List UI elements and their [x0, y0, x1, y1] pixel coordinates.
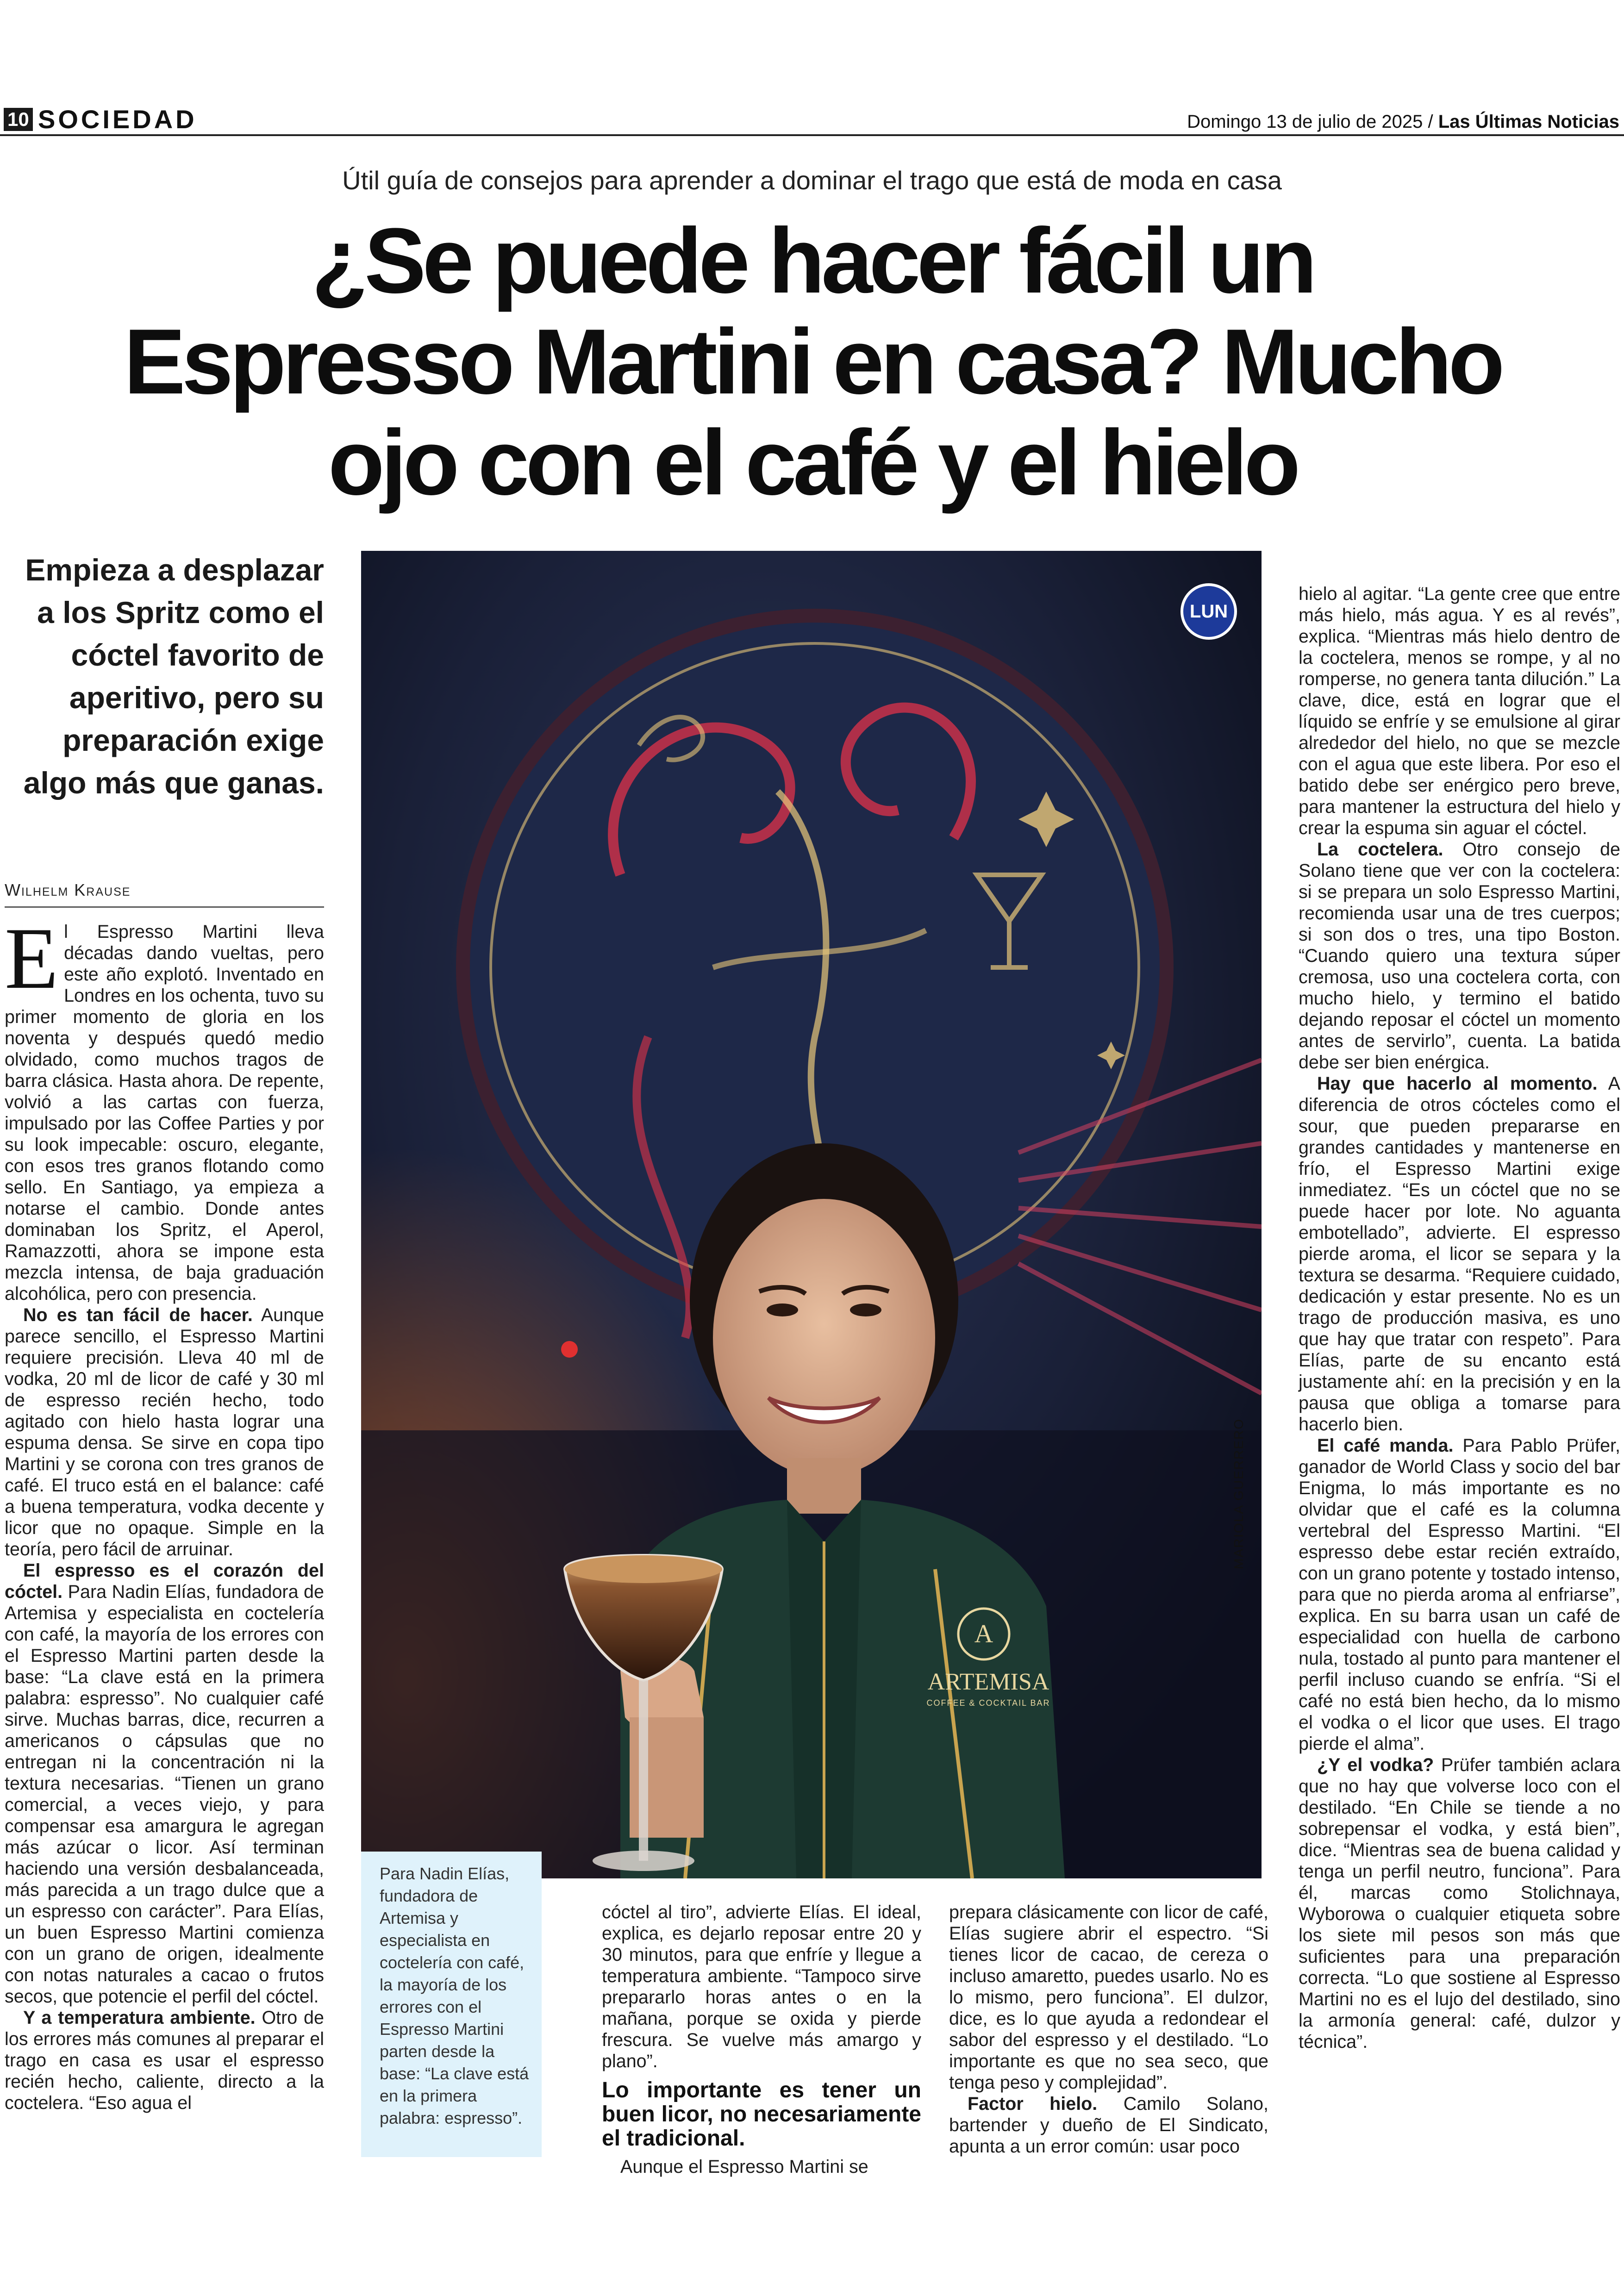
- article-paragraph: cóctel al tiro”, advierte Elías. El ideal, explica, es dejarlo reposar entre 20 y 30 minutos, para que enfríe y llegue a temperatura ambiente. “Tampoco sirve prepararlo horas antes o en la mañana, porque se oxida y pierde frescura. Se vuelve más amargo y plano”.: [602, 1902, 921, 2071]
- photo-caption: Para Nadin Elías, fundadora de Artemisa y especialista en coctelería con café, la mayoría de los errores con el Espresso Martini parten desde la base: “La clave está en la primera palabra: espresso”.: [361, 1852, 542, 2157]
- headline-line-3: ojo con el café y el hielo: [328, 411, 1297, 514]
- issue-date: Domingo 13 de julio de 2025: [1187, 112, 1423, 132]
- publication-name: Las Últimas Noticias: [1438, 112, 1619, 132]
- article-paragraph: [5, 1560, 324, 2007]
- hero-photo: [361, 551, 1262, 1878]
- author-name: Wilhelm Krause: [5, 880, 131, 899]
- header-rule: [0, 134, 1624, 136]
- subhead: La coctelera.: [1317, 839, 1443, 860]
- paragraph-text: Otro de los errores más comunes al preparar el trago en casa es usar el espresso recién hecho, caliente, directo a la coctelera. “Eso agua el: [5, 2008, 324, 2113]
- paragraph-text: Para Pablo Prüfer, ganador de World Class y socio del bar Enigma, lo más importante es no olvidar que el café es la columna vertebral del Espresso Martini. “El espresso debe estar recién extraído, con un grano potente y tostado intenso, para que no pierda aroma al enfriarse”, explica. En su barra usan un café de especialidad con huella de carbono nula, tostado al punto para mantener el perfil incluso cuando se enfría. “Si el café no está bien hecho, da lo mismo el vodka o el licor que uses. El trago pierde el alma”.: [1299, 1435, 1620, 1754]
- dateline: [1187, 111, 1619, 133]
- subhead-large: Lo importante es tener un buen licor, no necesariamente el tradicional.: [602, 2078, 921, 2151]
- apron-subtitle: COFFEE & COCKTAIL BAR: [926, 1698, 1050, 1708]
- apron-brand: ARTEMISA: [927, 1669, 1049, 1695]
- headline-line-1: ¿Se puede hacer fácil un: [311, 209, 1314, 312]
- subhead: Y a temperatura ambiente.: [23, 2008, 256, 2028]
- bartender-photo-illustration: [361, 551, 1262, 1878]
- paragraph-text: Para Nadin Elías, fundadora de Artemisa y especialista en coctelería con café, la mayoría de los errores con el Espresso Martini parten desde la base: “La clave está en la primera palabra: espresso”. No cualquier café sirve. Muchas barras, dice, recurren a americanos o cápsulas que no entregan ni la concentración ni la textura necesarias. “Tienen un grano comercial, a veces viejo, y para compensar esa amargura le agregan más azúcar o licor. Así terminan haciendo una versión desbalanceada, más parecida a un trago dulce que a un espresso con carácter”. Para Elías, un buen Espresso Martini comienza con un grano de origen, idealmente con notas naturales a cacao o frutos secos, que potencie el perfil del cóctel.: [5, 1582, 324, 2007]
- paragraph-text: Otro consejo de Solano tiene que ver con la coctelera: si se prepara un solo Espresso Martini, recomienda usar una de tres cuerpos; si son dos o tres, una tipo Boston. “Cuando quiero una textura súper cremosa, uso una coctelera corta, con mucho hielo, y termino el batido dejando reposar el cóctel un momento antes de servirlo”, cuenta. La batida debe ser bien enérgica.: [1299, 839, 1621, 1073]
- column-3: [949, 1902, 1268, 2157]
- column-4: [1299, 583, 1620, 2052]
- paragraph-text: A diferencia de otros cócteles como el sour, que pueden prepararse en grandes cantidades y mantenerse en frío, el Espresso Martini exige inmediatez. “Es un cóctel que no se puede hacer por lote. No aguanta embotellado”, advierte. El espresso pierde aroma, el licor se separa y la textura se desarma. “Requiere cuidado, dedicación y estar presente. No es un trago de producción masiva, es uno que hay que tratar con respeto”. Para Elías, parte de su encanto está justamente ahí: en la precisión y en la pausa que obliga a tomarse para hacerlo bien.: [1299, 1073, 1620, 1434]
- intro-text: l Espresso Martini lleva décadas dando vueltas, pero este año explotó. Inventado en Londres en los ochenta, tuvo su primer momento de gloria en los noventa y después quedó medio olvidado, como muchos tragos de barra clásica. Hasta ahora. De repente, volvió a las cartas con fuerza, impulsado por las Coffee Parties y por su look impecable: oscuro, elegante, con esos tres granos flotando como sello. En Santiago, ya empieza a notarse el cambio. Donde antes dominaban los Spritz, el Aperol, Ramazzotti, ahora se impone esta mezcla intensa, de baja graduación alcohólica, pero con presencia.: [5, 922, 324, 1304]
- article-paragraph: [5, 910, 324, 1304]
- page-number: 10: [4, 108, 33, 131]
- column-2: [602, 1902, 921, 2177]
- headline: [83, 211, 1542, 513]
- section-name: SOCIEDAD: [38, 105, 197, 134]
- subhead: No es tan fácil de hacer.: [23, 1305, 253, 1325]
- article-paragraph: prepara clásicamente con licor de café, Elías sugiere abrir el espectro. “Si tienes licor de cacao, de cereza o incluso amaretto, puedes usarlo. No es lo mismo, pero funciona”. El dulzor, dice, es lo que ayuda a redondear el sabor del espresso y el destilado. “Lo importante es que no sea seco, que tenga peso y complejidad”.: [949, 1902, 1268, 2093]
- drop-cap: E: [5, 910, 59, 1007]
- kicker: Útil guía de consejos para aprender a dominar el trago que está de moda en casa: [342, 166, 1282, 195]
- article-paragraph: hielo al agitar. “La gente cree que entre más hielo, más agua. Y es al revés”, explica. “Mientras más hielo dentro de la coctelera, menos se rompe, y al no romperse, no genera tanta dilución.” La clave, dice, está en lograr que el líquido se enfríe y se emulsione al girar alrededor del hielo, no que se mezcle con el agua que este libera. Por eso el batido debe ser enérgico pero breve, para mantener la estructura del hielo y crear la espuma sin aguar el cóctel.: [1299, 584, 1620, 838]
- column-1: [5, 910, 325, 2114]
- photo-credit: MARIOLA GUERRERO: [1231, 1418, 1246, 1569]
- article-paragraph: [5, 2007, 324, 2114]
- article-paragraph: [1299, 839, 1620, 1073]
- article-paragraph: [1299, 1754, 1620, 2052]
- headline-line-2: Espresso Martini en casa? Mucho: [124, 310, 1501, 413]
- page-header: [0, 104, 1624, 134]
- subhead: Hay que hacerlo al momento.: [1317, 1073, 1598, 1094]
- article-paragraph: [1299, 1435, 1620, 1754]
- article-paragraph: [5, 1304, 324, 1560]
- subhead: Factor hielo.: [968, 2094, 1098, 2114]
- dateline-separator: /: [1428, 112, 1433, 132]
- article-paragraph: [949, 2093, 1268, 2157]
- lun-badge: LUN: [1181, 583, 1237, 640]
- paragraph-text: Camilo Solano, bartender y dueño de El Sindicato, apunta a un error común: usar poco: [949, 2094, 1268, 2157]
- article-paragraph: Aunque el Espresso Martini se: [620, 2157, 868, 2177]
- deck: Empieza a desplazar a los Spritz como el cóctel favorito de aperitivo, pero su preparación exige algo más que ganas.: [23, 553, 324, 800]
- apron-monogram: A: [974, 1620, 993, 1648]
- subhead: ¿Y el vodka?: [1317, 1755, 1434, 1775]
- article-paragraph: [1299, 1073, 1620, 1435]
- byline: [5, 880, 324, 908]
- subhead: El café manda.: [1317, 1435, 1454, 1456]
- paragraph-text: Prüfer también aclara que no hay que volverse loco con el destilado. “En Chile se tiende a no sobrepensar el vodka, y está bien”, dice. “Mientras sea de buena calidad y tenga un perfil neutro, funciona”. Para él, marcas como Stolichnaya, Wyborowa o cualquier etiqueta sobre los siete mil pesos son más que suficientes para una preparación correcta. “Lo que sostiene al Espresso Martini no es el lujo del destilado, sino la armonía general: café, dulzor y técnica”.: [1299, 1755, 1620, 2052]
- subhead: El espresso es el corazón del cóctel.: [5, 1560, 324, 1602]
- paragraph-text: Aunque parece sencillo, el Espresso Martini requiere precisión. Lleva 40 ml de vodka, 20 ml de licor de café y 30 ml de espresso recién hecho, todo agitado con hielo hasta lograr una espuma densa. Se sirve en copa tipo Martini y se corona con tres granos de café. El truco está en el balance: café a buena temperatura, vodka decente y licor que no opaque. Simple en la teoría, pero fácil de arruinar.: [5, 1305, 325, 1559]
